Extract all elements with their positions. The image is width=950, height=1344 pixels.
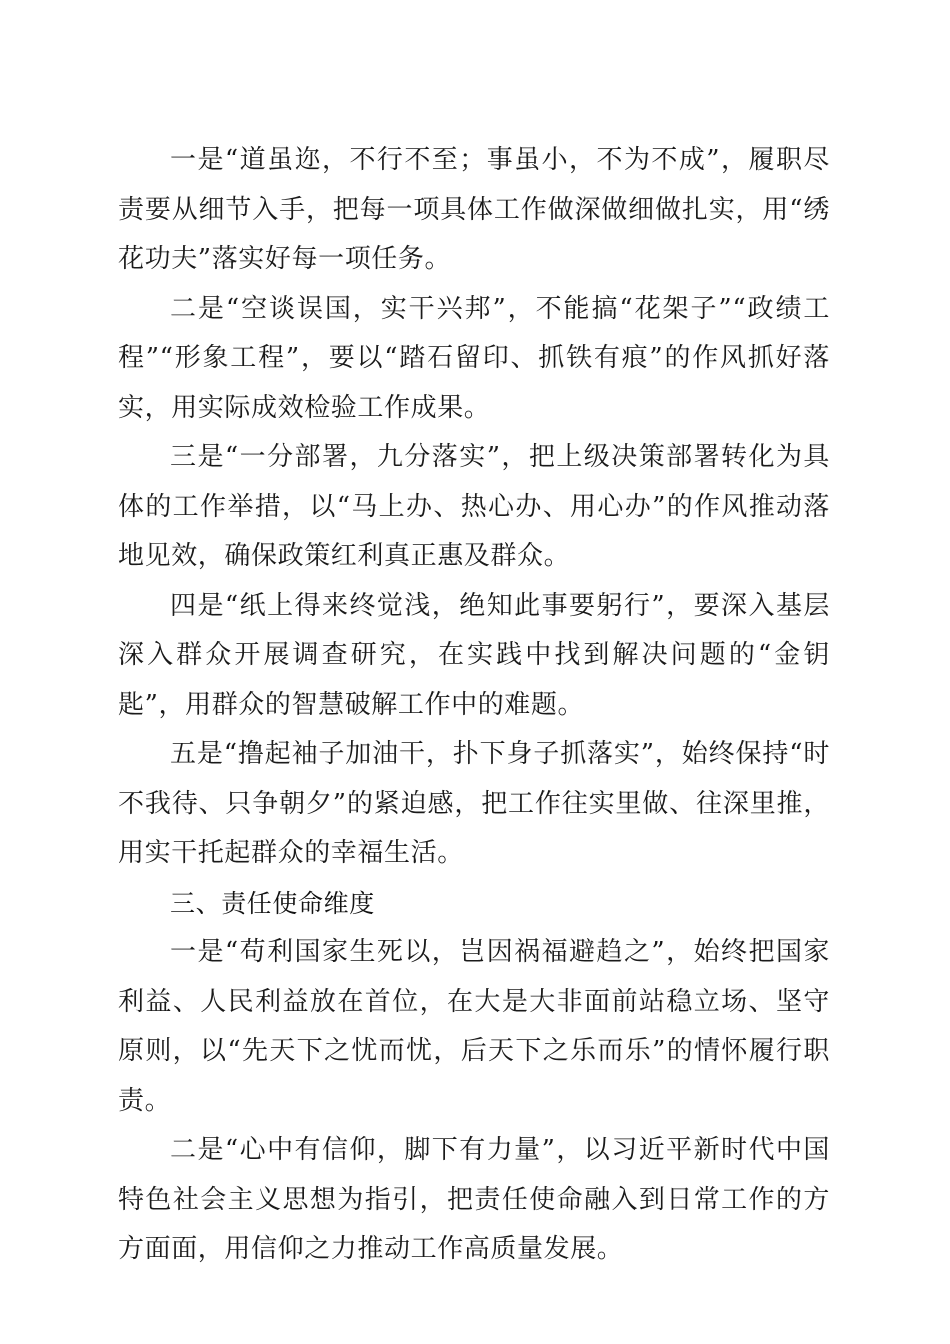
paragraph-2: 二是“空谈误国，实干兴邦”，不能搞“花架子”“政绩工程”“形象工程”，要以“踏石留印、抓铁有痕”的作风抓好落实，用实际成效检验工作成果。 bbox=[118, 293, 830, 423]
paragraph-4: 四是“纸上得来终觉浅，绝知此事要躬行”，要深入基层深入群众开展调查研究，在实践中找到解决问题的“金钥匙”，用群众的智慧破解工作中的难题。 bbox=[118, 590, 830, 720]
document-body bbox=[118, 136, 830, 1275]
paragraph-5: 五是“撸起袖子加油干，扑下身子抓落实”，始终保持“时不我待、只争朝夕”的紧迫感，把工作往实里做、往深里推，用实干托起群众的幸福生活。 bbox=[118, 739, 830, 868]
section-heading: 三、责任使命维度 bbox=[170, 888, 375, 918]
paragraph-7: 二是“心中有信仰，脚下有力量”，以习近平新时代中国特色社会主义思想为指引，把责任使命融入到日常工作的方方面面，用信仰之力推动工作高质量发展。 bbox=[118, 1135, 830, 1264]
paragraph-6: 一是“苟利国家生死以，岂因祸福避趋之”，始终把国家利益、人民利益放在首位，在大是大非面前站稳立场、坚守原则，以“先天下之忧而忧，后天下之乐而乐”的情怀履行职责。 bbox=[118, 937, 830, 1116]
paragraph-3: 三是“一分部署，九分落实”，把上级决策部署转化为具体的工作举措，以“马上办、热心办、用心办”的作风推动落地见效，确保政策红利真正惠及群众。 bbox=[118, 442, 830, 571]
paragraph-1: 一是“道虽迩，不行不至；事虽小，不为不成”，履职尽责要从细节入手，把每一项具体工作做深做细做扎实，用“绣花功夫”落实好每一项任务。 bbox=[118, 145, 830, 274]
